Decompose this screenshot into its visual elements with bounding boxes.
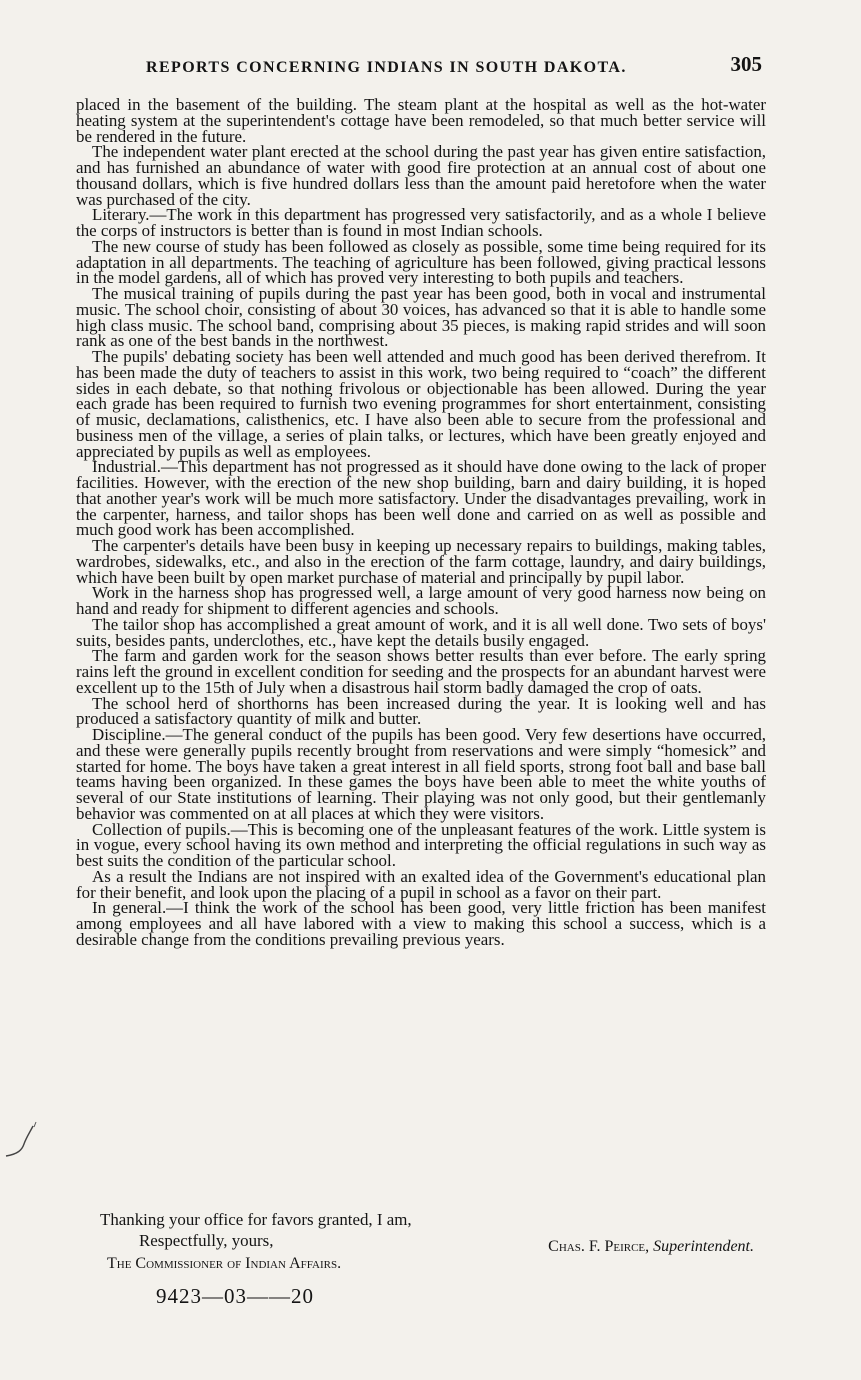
paragraph-industrial: Industrial.—This department has not progressed as it should have done owing to the lack of proper facilities. However, with the erection of the new shop building, barn and dairy building, it is hoped that another year's work will be much more satisfactory. Under the disadvantages prevailing, work in the carpenter, harness, and tailor shops has been well done and carried on as well as possible and much good work has been accomplished. bbox=[76, 457, 766, 540]
paragraph-musical-training: The musical training of pupils during the past year has been good, both in vocal and instrumental music. The school choir, consisting of about 30 voices, has advanced so that it is able to handle some high class music. The school band, comprising about 35 pieces, is making rapid strides and will soon rank as one of the best bands in the northwest. bbox=[76, 284, 766, 351]
paragraph-exalted-idea: As a result the Indians are not inspired with an exalted idea of the Government's educational plan for their benefit, and look upon the placing of a pupil in school as a favor on their part. bbox=[76, 866, 766, 902]
print-code: 9423—03——20 bbox=[156, 1284, 314, 1308]
paragraph-water-plant: The independent water plant erected at the school during the past year has given entire satisfaction, and has furnished an abundance of water with good fire protection at an annual cost of about one thousand dollars, which is five hundred dollars less than the amount paid heretofore when the water was purchased of the city. bbox=[76, 142, 766, 209]
paragraph-in-general: In general.—I think the work of the school has been good, very little friction has been manifest among employees and all have labored with a view to making this school a success, which is a desirable change from the conditions prevailing previous years. bbox=[76, 898, 766, 949]
report-body bbox=[76, 97, 766, 948]
paragraph-heating-plant: placed in the basement of the building. The steam plant at the hospital as well as the hot-water heating system at the superintendent's cottage have been remodeled, so that much better service will be rendered in the future. bbox=[76, 95, 766, 146]
margin-pencil-mark bbox=[0, 1118, 42, 1164]
paragraph-farm-garden: The farm and garden work for the season shows better results than ever before. The early spring rains left the ground in excellent condition for seeding and the prospects for an abundant harvest were excellent up to the 15th of July when a disastrous hail storm badly damaged the crop of oats. bbox=[76, 646, 766, 697]
page-header bbox=[78, 50, 770, 80]
paragraph-debating-society: The pupils' debating society has been well attended and much good has been derived therefrom. It has been made the duty of teachers to assist in this work, two being required to “coach” the different sides in each debate, so that nothing frivolous or objectionable has been allowed. During the year each grade has been required to furnish two evening programmes for short entertainment, consisting of music, declamations, calisthenics, etc. I have also been able to secure from the professional and business men of the village, a series of plain talks, or lectures, which have been greatly enjoyed and appreciated by pupils as well as employees. bbox=[76, 347, 766, 461]
closing-respectfully: Respectfully, yours, bbox=[139, 1231, 274, 1250]
paragraph-literary: Literary.—The work in this department has progressed very satisfactorily, and as a whole I believe the corps of instructors is better than is found in most Indian schools. bbox=[76, 205, 766, 240]
signature-title: Superintendent. bbox=[653, 1238, 754, 1255]
addressee: The Commissioner of Indian Affairs. bbox=[107, 1255, 342, 1272]
signature-name: Chas. F. Peirce, bbox=[548, 1238, 650, 1255]
paragraph-school-herd: The school herd of shorthorns has been increased during the year. It is looking well and has produced a satisfactory quantity of milk and butter. bbox=[76, 693, 766, 729]
paragraph-collection-of-pupils: Collection of pupils.—This is becoming one of the unpleasant features of the work. Little system is in vogue, every school having its own method and interpreting the official regulations in such way as best suits the condition of the particular school. bbox=[76, 819, 766, 870]
paragraph-tailor-shop: The tailor shop has accomplished a great amount of work, and it is all well done. Two sets of boys' suits, besides pants, underclothes, etc., have kept the details busily engaged. bbox=[76, 614, 766, 650]
signature bbox=[548, 1237, 754, 1257]
paragraph-discipline: Discipline.—The general conduct of the pupils has been good. Very few desertions have occurred, and these were generally pupils recently brought from reservations and were simply “homesick” and started for home. The boys have taken a great interest in all field sports, strong foot ball and base ball teams having been organized. In these games the boys have been able to meet the white youths of several of our State institutions of learning. Their playing was not only good, but their gentlemanly behavior was commented on at all places at which they were visitors. bbox=[76, 725, 766, 823]
paragraph-course-of-study: The new course of study has been followed as closely as possible, some time being required for its adaptation in all departments. The teaching of agriculture has been followed, giving practical lessons in the model gardens, all of which has proved very interesting to both pupils and teachers. bbox=[76, 236, 766, 288]
running-head: REPORTS CONCERNING INDIANS IN SOUTH DAKOTA. bbox=[146, 59, 627, 76]
page-number: 305 bbox=[730, 52, 762, 76]
paragraph-carpenter: The carpenter's details have been busy in keeping up necessary repairs to buildings, making tables, wardrobes, sidewalks, etc., and also in the erection of the farm cottage, laundry, and dairy buildings, which have been built by open market purchase of material and principally by pupil labor. bbox=[76, 536, 766, 587]
paragraph-harness-shop: Work in the harness shop has progressed well, a large amount of very good harness now being on hand and ready for shipment to different agencies and schools. bbox=[76, 583, 766, 618]
closing-thanks: Thanking your office for favors granted, I am, bbox=[100, 1210, 412, 1229]
